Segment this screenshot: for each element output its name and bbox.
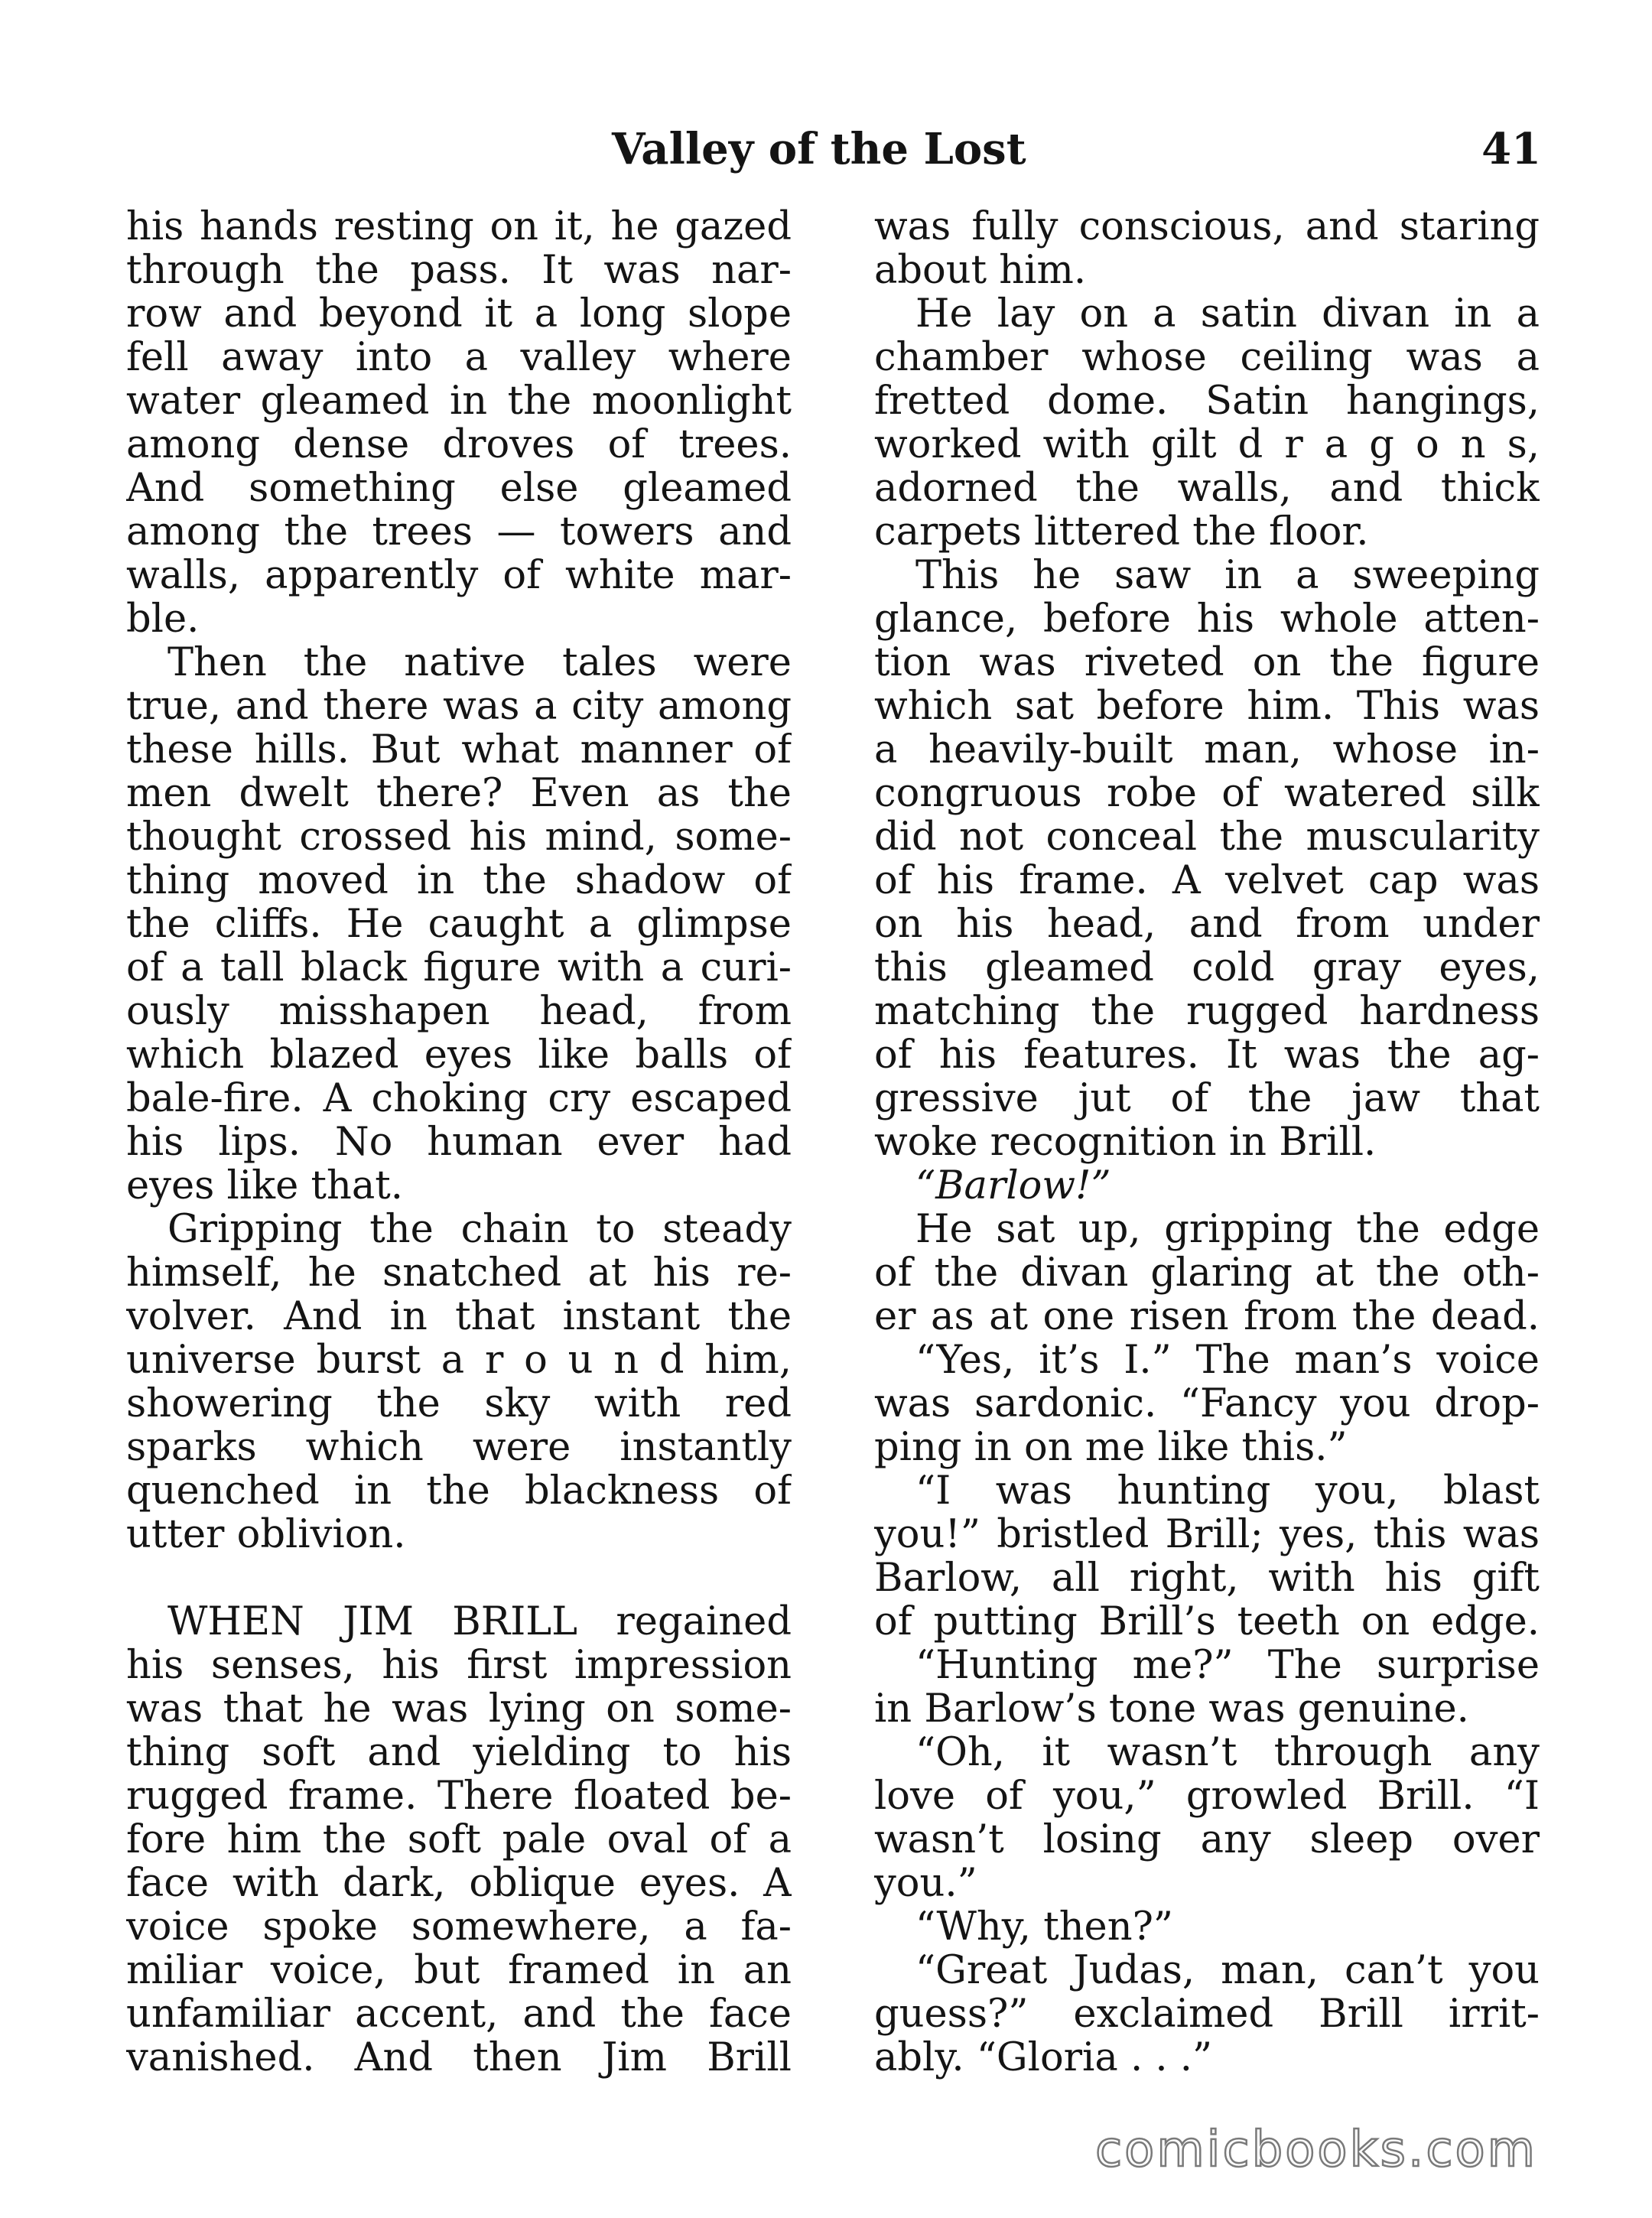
text-line: fretted dome. Satin hangings, — [874, 379, 1540, 423]
text-line: volver. And in that instant the — [126, 1295, 792, 1338]
text-line: water gleamed in the moonlight — [126, 379, 792, 423]
text-line: thing soft and yielding to his — [126, 1731, 792, 1774]
text-line: “I was hunting you, blast — [915, 1469, 1540, 1513]
text-line: “Barlow!” — [915, 1164, 1111, 1208]
text-line: ably. “Gloria . . .” — [874, 2036, 1213, 2080]
running-title: Valley of the Lost — [612, 124, 1026, 174]
text-line: in Barlow’s tone was genuine. — [874, 1687, 1469, 1731]
text-line: voice spoke somewhere, a fa- — [126, 1905, 792, 1949]
text-line: which sat before him. This was — [874, 685, 1540, 728]
text-line: face with dark, oblique eyes. A — [126, 1862, 792, 1905]
paragraph-break — [126, 1556, 792, 1600]
text-line: thought crossed his mind, some- — [126, 815, 792, 859]
text-line: chamber whose ceiling was a — [874, 336, 1540, 379]
text-line: “Great Judas, man, can’t you — [915, 1949, 1540, 1992]
text-line: walls, apparently of white mar- — [126, 554, 792, 597]
page-number: 41 — [1481, 124, 1541, 174]
text-line: ping in on me like this.” — [874, 1426, 1348, 1469]
text-line: showering the sky with red — [126, 1382, 792, 1426]
text-line: guess?” exclaimed Brill irrit- — [874, 1992, 1540, 2036]
text-line: ously misshapen head, from — [126, 990, 792, 1033]
watermark: comicbooks.com — [1094, 2122, 1537, 2178]
text-line: of putting Brill’s teeth on edge. — [874, 1600, 1540, 1644]
text-line: men dwelt there? Even as the — [126, 772, 792, 815]
text-line: “Hunting me?” The surprise — [915, 1644, 1540, 1687]
text-line: love of you,” growled Brill. “I — [874, 1774, 1540, 1818]
left-text-column — [126, 205, 792, 2080]
text-line: “Why, then?” — [915, 1905, 1174, 1949]
text-line: the cliffs. He caught a glimpse — [126, 902, 792, 946]
text-line: Barlow, all right, with his gift — [874, 1556, 1540, 1600]
text-line: vanished. And then Jim Brill — [126, 2036, 792, 2080]
page-header — [0, 119, 1652, 180]
text-line: bale-fire. A choking cry escaped — [126, 1077, 792, 1120]
text-line: his lips. No human ever had — [126, 1120, 792, 1164]
text-line: his hands resting on it, he gazed — [126, 205, 792, 249]
text-line: congruous robe of watered silk — [874, 772, 1540, 815]
text-line: of his features. It was the ag- — [874, 1033, 1540, 1077]
text-line: was sardonic. “Fancy you drop- — [874, 1382, 1540, 1426]
text-line: of his frame. A velvet cap was — [874, 859, 1540, 902]
text-line: through the pass. It was nar- — [126, 249, 792, 292]
text-line: “Yes, it’s I.” The man’s voice — [915, 1338, 1540, 1382]
text-line: you!” bristled Brill; yes, this was — [874, 1513, 1540, 1556]
text-line: ble. — [126, 597, 200, 641]
text-line: tion was riveted on the figure — [874, 641, 1540, 685]
text-line: of the divan glaring at the oth- — [874, 1251, 1540, 1295]
text-line: glance, before his whole atten- — [874, 597, 1540, 641]
text-line: true, and there was a city among — [126, 685, 792, 728]
text-line: sparks which were instantly — [126, 1426, 792, 1469]
text-line: unfamiliar accent, and the face — [126, 1992, 792, 2036]
text-line: fore him the soft pale oval of a — [126, 1818, 792, 1862]
text-line: among dense droves of trees. — [126, 423, 792, 467]
text-line: He sat up, gripping the edge — [915, 1208, 1540, 1251]
text-line: his senses, his first impression — [126, 1644, 792, 1687]
text-line: of a tall black figure with a curi- — [126, 946, 792, 990]
text-line: wasn’t losing any sleep over — [874, 1818, 1540, 1862]
text-line: did not conceal the muscularity — [874, 815, 1540, 859]
right-text-column — [874, 205, 1540, 2080]
text-line: “Oh, it wasn’t through any — [915, 1731, 1540, 1774]
text-line: adorned the walls, and thick — [874, 467, 1540, 510]
text-line: er as at one risen from the dead. — [874, 1295, 1540, 1338]
text-line: universe burst a r o u n d him, — [126, 1338, 792, 1382]
text-line: miliar voice, but framed in an — [126, 1949, 792, 1992]
text-line: quenched in the blackness of — [126, 1469, 792, 1513]
text-line: carpets littered the floor. — [874, 510, 1369, 554]
text-line: row and beyond it a long slope — [126, 292, 792, 336]
text-line: This he saw in a sweeping — [915, 554, 1540, 597]
text-line: was that he was lying on some- — [126, 1687, 792, 1731]
text-line: you.” — [874, 1862, 977, 1905]
text-line: eyes like that. — [126, 1164, 403, 1208]
text-line: himself, he snatched at his re- — [126, 1251, 792, 1295]
text-line: He lay on a satin divan in a — [915, 292, 1540, 336]
text-line: utter oblivion. — [126, 1513, 406, 1556]
text-line: Gripping the chain to steady — [167, 1208, 792, 1251]
text-line: these hills. But what manner of — [126, 728, 792, 772]
text-line: woke recognition in Brill. — [874, 1120, 1377, 1164]
text-line: thing moved in the shadow of — [126, 859, 792, 902]
text-line: among the trees — towers and — [126, 510, 792, 554]
text-line: And something else gleamed — [126, 467, 792, 510]
text-line: about him. — [874, 249, 1087, 292]
text-line: fell away into a valley where — [126, 336, 792, 379]
text-line: was fully conscious, and staring — [874, 205, 1540, 249]
text-line: WHEN JIM BRILL regained — [167, 1600, 792, 1644]
text-line: on his head, and from under — [874, 902, 1540, 946]
text-line: rugged frame. There floated be- — [126, 1774, 792, 1818]
text-line: matching the rugged hardness — [874, 990, 1540, 1033]
text-line: worked with gilt d r a g o n s, — [874, 423, 1540, 467]
text-line: Then the native tales were — [167, 641, 792, 685]
text-line: gressive jut of the jaw that — [874, 1077, 1540, 1120]
text-line: a heavily-built man, whose in- — [874, 728, 1540, 772]
text-line: this gleamed cold gray eyes, — [874, 946, 1540, 990]
text-line: which blazed eyes like balls of — [126, 1033, 792, 1077]
